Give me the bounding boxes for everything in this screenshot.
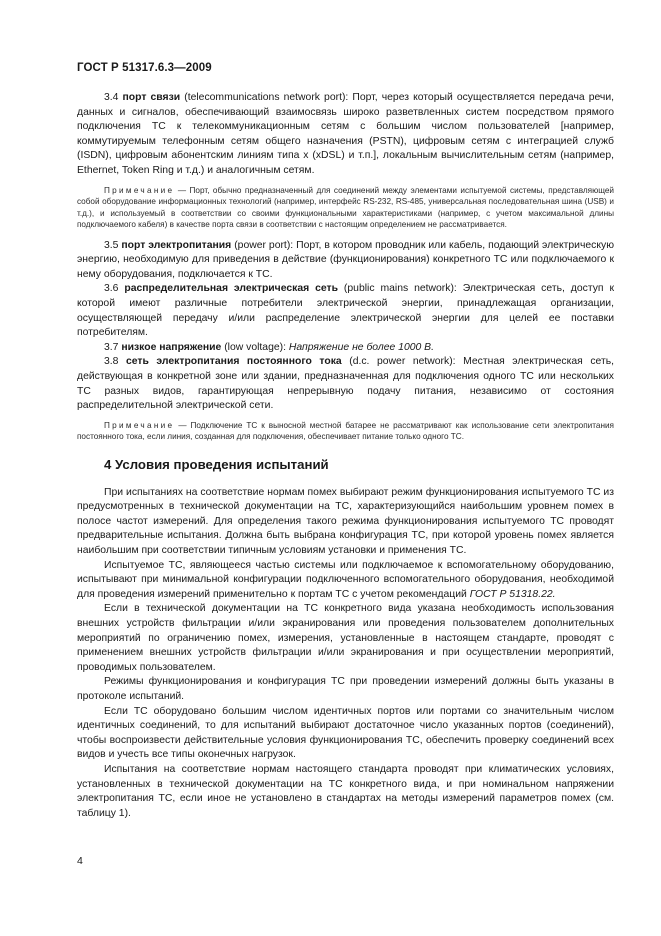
term: сеть электропитания постоянного тока xyxy=(126,356,342,368)
clause-number: 3.7 xyxy=(104,341,119,353)
definition-3-6 xyxy=(77,282,614,340)
note-1 xyxy=(77,185,614,231)
clause-number: 3.6 xyxy=(104,283,119,295)
term: порт электропитания xyxy=(121,239,232,251)
definition-3-4 xyxy=(77,91,614,179)
term: порт связи xyxy=(122,92,181,103)
definition-3-7 xyxy=(77,341,614,356)
paragraph-2 xyxy=(77,559,614,603)
term-english: (d.c. power network): xyxy=(349,356,456,368)
definition-3-8 xyxy=(77,355,614,413)
term: низкое напряжение xyxy=(121,341,222,353)
section-4-heading: 4 Условия проведения испытаний xyxy=(104,456,329,472)
paragraph-5: Если ТС оборудовано большим числом идентичных портов или портами со значительным числом идентичных соединений, то для испытаний выбирают достаточное число указанных портов (соединений), чтобы воспроизвести действительные условия функционирования ТС, обеспечить проверку соединений всех видов и учесть все типы оконечных нагрузок. xyxy=(77,705,614,761)
definition-3-5 xyxy=(77,239,614,283)
term-english: (public mains network): xyxy=(343,283,457,295)
note-label: Примечание xyxy=(104,420,175,430)
paragraph-text: Испытуемое ТС, являющееся частью системы или подключаемое к вспомогательному оборудованию, испытывают при минимальной конфигурации подключенного вспомогательного оборудования, необходимой для проведения измерений применительно к портам ТС с учетом рекомендаций xyxy=(77,559,614,600)
definition-text: Порт, через который осуществляется передача речи, данных и сигналов, обеспечивающий взаимосвязь широко разветвленных систем посредством прямого подключения ТС к телекоммуникационным сетям с большим числом пользователей [например, коммутируемым телефонным сетям общего назначения (PSTN), цифровым сетям с интеграцией служб (ISDN), цифровым абонентским линиям типа x (xDSL) и т.п.], локальным вычислительным сетям (например, Ethernet, Token Ring и т.д.) и аналогичным сетям. xyxy=(77,92,615,176)
paragraph-4: Режимы функционирования и конфигурация ТС при проведении измерений должны быть указаны в протоколе испытаний. xyxy=(77,676,614,702)
standard-reference: ГОСТ Р 51318.22. xyxy=(469,588,556,600)
paragraph-6: Испытания на соответствие нормам настоящего стандарта проводят при климатических условиях, установленных в технической документации на ТС конкретного вида, и при номинальном напряжении электропитания ТС, если иное не установлено в стандартах на методы измерений параметров помех (см. таблицу 1). xyxy=(77,763,614,819)
definition-text: Порт, в котором проводник или кабель, подающий электрическую энергию, необходимую для приведения в действие (функционирования) конкретного ТС или подключаемого к нему оборудования, подключается к ТС. xyxy=(77,239,614,280)
paragraph-3: Если в технической документации на ТС конкретного вида указана необходимость использования внешних устройств фильтрации и/или экранирования или проведения пользователем дополнительных мероприятий по ограничению помех, измерения, установленные в настоящем стандарте, проводят с применением внешних устройств фильтрации и/или экранирования и при осуществлении мероприятий, проводимых пользователем. xyxy=(77,603,614,673)
note-text: — Подключение ТС к выносной местной батарее не рассматривают как использование сети электропитания постоянного тока, если линия, созданная для подключения, обеспечивает питание только одного ТС. xyxy=(77,420,614,442)
clause-number: 3.8 xyxy=(104,356,119,368)
page-number: 4 xyxy=(77,855,83,867)
document-header: ГОСТ Р 51317.6.3—2009 xyxy=(77,62,212,74)
term-english: (power port): xyxy=(234,239,294,251)
paragraph-1: При испытаниях на соответствие нормам помех выбирают режим функционирования испытуемого ТС из предусмотренных в технической документации на ТС, характеризующийся наибольшим уровнем помех в полосе частот измерений. Для определения такого режима функционирования испытуемого ТС проводят предварительные испытания. Должна быть выбрана конфигурация ТС, при которой уровень помех является наибольшим при соответствии типичным условиям установки и применения ТС. xyxy=(77,486,614,557)
clause-number: 3.5 xyxy=(104,239,119,251)
term-english: (telecommunications network port): xyxy=(184,92,349,103)
note-text: — Порт, обычно предназначенный для соединений между элементами испытуемой системы, представляющей собой оборудование информационных технологий (например, интерфейс RS-232, RS-485, универсальная последовательная шина (USB) и т.д.), и используемый в соответствии со своими функциональными характеристиками (например, с учетом максимальной длины подключаемого кабеля) в качестве порта связи в соответствии с настоящим определением не рассматривается. xyxy=(77,185,614,230)
note-label: Примечание xyxy=(104,185,175,195)
note-2 xyxy=(77,420,614,443)
definition-text: Местная электрическая сеть, действующая в конкретной зоне или здании, предназначенная для подключения одного ТС или нескольких ТС разных видов, гарантирующая непрерывную подачу питания, независимо от состояния распределительной электрической сети. xyxy=(77,356,615,412)
clause-number: 3.4 xyxy=(104,92,119,103)
definition-text: Электрическая сеть, доступ к которой имеют различные потребители электрической энергии, принадлежащая организации, осуществляющей передачу и/или распределение электрической энергии для целей ее поставки потребителям. xyxy=(77,283,614,339)
term-english: (low voltage): xyxy=(224,341,286,353)
page-content xyxy=(77,91,614,821)
term: распределительная электрическая сеть xyxy=(124,283,338,295)
definition-text: Напряжение не более 1000 В. xyxy=(288,341,434,353)
